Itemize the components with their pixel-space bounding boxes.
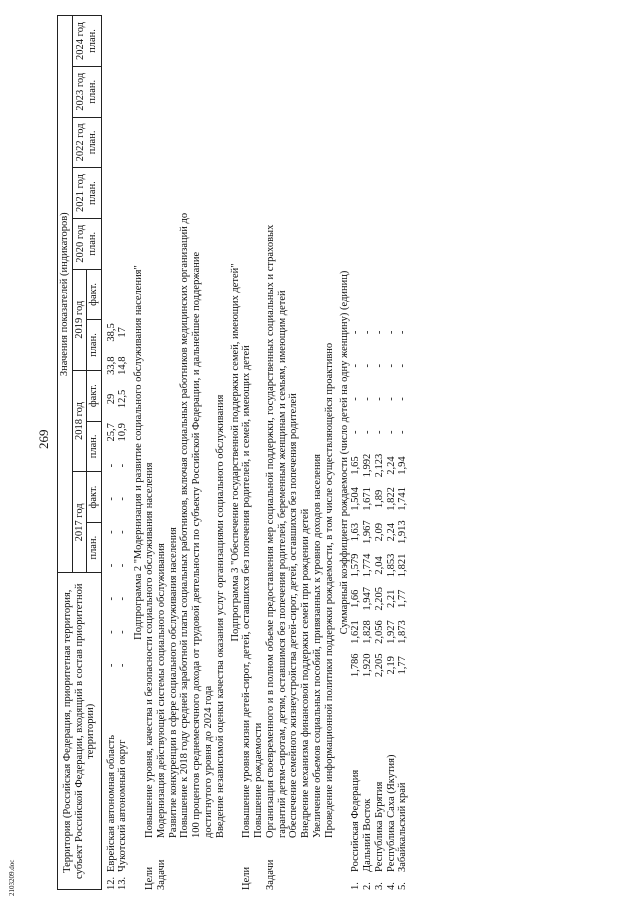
- goals-label: Цели: [241, 866, 253, 890]
- value-cell: 1,66: [350, 589, 362, 608]
- text-line: Внедрение механизма финансовой поддержки семей при рождении детей: [300, 508, 312, 838]
- value-cell: -: [385, 330, 397, 335]
- program2-goals: [144, 15, 156, 890]
- table-row: [362, 15, 374, 890]
- program3-tasks: [265, 15, 336, 890]
- row-number: 4.: [385, 882, 397, 890]
- fact-label: факт.: [87, 370, 102, 421]
- territory-name: Забайкальский край: [397, 782, 409, 872]
- value-cell: -: [105, 463, 117, 468]
- value-cell: -: [362, 397, 374, 401]
- rows-bottom: [350, 15, 409, 890]
- table-row: [106, 15, 118, 890]
- value-cell: -: [117, 597, 129, 601]
- value-cell: -: [105, 630, 117, 634]
- value-cell: 1,65: [350, 456, 362, 475]
- text-line: Организация своевременного и в полном объеме предоставления мер социальной поддержки, государственных социальных и страховых: [264, 224, 276, 838]
- value-cell: 1,992: [362, 453, 374, 478]
- value-cell: 1,774: [362, 553, 374, 578]
- value-cell: 2,21: [385, 589, 397, 608]
- value-cell: 1,920: [362, 653, 374, 678]
- value-cell: -: [362, 330, 374, 335]
- rotated-page-content: [57, 15, 617, 890]
- plan-label: план.: [87, 320, 102, 371]
- table-row: [386, 15, 398, 890]
- value-cell: 2,056: [373, 620, 385, 644]
- value-cell: 1,741: [397, 487, 409, 511]
- year-2022: 2022 год план.: [72, 117, 101, 168]
- value-cell: -: [105, 563, 117, 568]
- text-line: Повышение уровня, качества и безопасности социального обслуживания населения: [144, 462, 156, 838]
- table-row: [350, 15, 362, 890]
- value-cell: 1,967: [362, 520, 374, 544]
- value-cell: 2,123: [373, 453, 385, 478]
- program3-goals: [241, 15, 265, 890]
- value-cell: 1,579: [350, 553, 362, 578]
- value-cell: 12,5: [117, 389, 129, 409]
- value-cell: 2,24: [385, 456, 397, 475]
- value-cell: 1,621: [350, 620, 362, 644]
- program3-title: Подпрограмма 3 "Обеспечение государственной поддержки семей, имеющих детей": [230, 263, 242, 642]
- program2-title: Подпрограмма 2 "Модернизация и развитие социального обслуживания населения": [133, 265, 145, 640]
- value-cell: 14,8: [117, 356, 129, 375]
- plan-label: план.: [87, 522, 102, 573]
- indicator-table-header: [57, 15, 102, 890]
- tasks-label: Задачи: [155, 859, 167, 890]
- value-cell: -: [105, 497, 117, 501]
- value-cell: 25,7: [105, 423, 117, 442]
- row-number: 13.: [117, 876, 129, 890]
- tasks-label: Задачи: [264, 859, 276, 890]
- row-number: 5.: [397, 882, 409, 890]
- fact-label: факт.: [87, 472, 102, 523]
- text-line: Модернизация действующей системы социального обслуживания: [155, 543, 167, 838]
- value-cell: 1,671: [362, 487, 374, 511]
- value-cell: -: [105, 597, 117, 601]
- value-cell: -: [362, 430, 374, 435]
- text-line: 100 процентов среднемесячного дохода от трудовой деятельности по субъекту Российской Федерации, и дальнейшее поддержание: [191, 251, 203, 838]
- row-number: 1.: [350, 882, 362, 890]
- text-line: Увеличение объемов социальных пособий, привязанных к уровню доходов населения: [311, 453, 323, 838]
- year-2021: 2021 год план.: [72, 168, 101, 219]
- value-cell: -: [362, 363, 374, 368]
- value-cell: 1,77: [397, 589, 409, 608]
- value-cell: 1,504: [350, 487, 362, 511]
- territory-name: Дальний Восток: [362, 798, 374, 872]
- value-cell: 10,9: [117, 423, 129, 442]
- territory-name: Чукотский автономный округ: [117, 739, 129, 872]
- text-line: гарантий детям-сиротам, детям, оставшимся без попечения родителей, беременным женщинам и семьям, имеющим детей: [276, 290, 288, 838]
- value-cell: -: [117, 630, 129, 634]
- value-cell: 1,822: [385, 487, 397, 511]
- text-line: Повышение уровня жизни детей-сирот, детей, оставшихся без попечения родителей, и семей, имеющих детей: [241, 345, 253, 838]
- table-row: [397, 15, 409, 890]
- value-cell: 1,786: [350, 653, 362, 678]
- rows-top: [106, 15, 130, 890]
- text-line: Обеспечение семейного жизнеустройства детей-сирот, детей, оставшихся без попечения родителей: [288, 393, 300, 838]
- value-cell: 38,5: [105, 323, 117, 342]
- value-cell: -: [117, 663, 129, 668]
- territory-name: Республика Бурятия: [373, 781, 385, 872]
- value-cell: -: [105, 530, 117, 534]
- text-line: Введение независимой оценки качества оказания услуг организациями социального обслуживания: [214, 394, 226, 838]
- value-cell: 2,04: [373, 556, 385, 575]
- value-cell: 1,927: [385, 620, 397, 644]
- page-number: 269: [36, 429, 51, 449]
- goals-list: [144, 15, 156, 838]
- territory-name: Еврейская автономная область: [105, 735, 117, 872]
- value-cell: -: [373, 430, 385, 435]
- value-cell: 1,821: [397, 553, 409, 578]
- year-2020: 2020 год план.: [72, 218, 101, 269]
- table-row: [117, 15, 129, 890]
- text-line: Повышение к 2018 году средней заработной платы социальных работников, включая социальных работников медицинских организаций до: [179, 212, 191, 838]
- value-cell: 1,947: [362, 586, 374, 611]
- value-cell: 1,853: [385, 553, 397, 578]
- year-2017: 2017 год: [72, 472, 87, 573]
- table-row: [374, 15, 386, 890]
- value-cell: 1,77: [397, 656, 409, 675]
- year-2023: 2023 год план.: [72, 66, 101, 117]
- value-cell: 1,873: [397, 620, 409, 644]
- value-cell: -: [350, 330, 362, 335]
- goals-label: Цели: [144, 866, 156, 890]
- value-cell: 2,24: [385, 522, 397, 542]
- value-cell: -: [397, 363, 409, 368]
- territory-name: Республика Саха (Якутия): [385, 754, 397, 872]
- value-cell: -: [350, 430, 362, 435]
- value-cell: 1,828: [362, 620, 374, 644]
- indicators-header: Значения показателей (индикаторов): [58, 16, 73, 573]
- value-cell: -: [350, 363, 362, 368]
- territory-name: Российская Федерация: [350, 769, 362, 872]
- territory-header: Территория (Российская Федерация, приоритетная территория, субъект Российской Федерации, входящий в состав приоритетной территории): [58, 573, 102, 890]
- value-cell: 2,205: [373, 653, 385, 678]
- value-cell: 1,63: [350, 522, 362, 542]
- value-cell: 2,205: [373, 586, 385, 611]
- value-cell: -: [105, 663, 117, 668]
- value-cell: 2,19: [385, 656, 397, 675]
- value-cell: -: [397, 430, 409, 435]
- value-cell: 2,09: [373, 522, 385, 542]
- value-cell: -: [397, 397, 409, 401]
- goals-list: [241, 15, 265, 838]
- value-cell: -: [373, 397, 385, 401]
- value-cell: 1,89: [373, 489, 385, 509]
- value-cell: 1,94: [397, 456, 409, 475]
- fact-label: факт.: [87, 269, 102, 320]
- value-cell: -: [385, 363, 397, 368]
- row-number: 3.: [373, 882, 385, 890]
- value-cell: -: [350, 397, 362, 401]
- value-cell: -: [117, 530, 129, 534]
- tasks-list: [265, 15, 336, 838]
- value-cell: 1,913: [397, 520, 409, 544]
- value-cell: -: [117, 497, 129, 501]
- text-line: Повышение рождаемости: [253, 722, 265, 838]
- row-number: 2.: [362, 882, 374, 890]
- year-2019: 2019 год: [72, 269, 87, 370]
- value-cell: -: [385, 397, 397, 401]
- text-line: Проведение информационной политики поддержки рождаемости, в том числе осуществляющейся проактивно: [323, 342, 335, 838]
- value-cell: -: [117, 463, 129, 468]
- indicator-title: Суммарный коэффициент рождаемости (число детей на одну женщину) (единиц): [339, 270, 351, 635]
- row-number: 12.: [105, 876, 117, 890]
- text-line: Развитие конкуренции в сфере социального обслуживания населения: [167, 527, 179, 838]
- year-2018: 2018 год: [72, 370, 87, 471]
- footer-code: 2103209.doc: [8, 859, 16, 896]
- text-line: достигнутого уровня до 2024 года: [202, 685, 214, 838]
- value-cell: -: [397, 330, 409, 335]
- value-cell: -: [373, 330, 385, 335]
- value-cell: -: [373, 363, 385, 368]
- value-cell: -: [117, 563, 129, 568]
- program2-tasks: [156, 15, 227, 890]
- value-cell: 33,8: [105, 356, 117, 375]
- value-cell: 29: [105, 393, 117, 405]
- plan-label: план.: [87, 421, 102, 472]
- year-2024: 2024 год план.: [72, 16, 101, 67]
- value-cell: -: [385, 430, 397, 435]
- tasks-list: [156, 15, 227, 838]
- value-cell: 17: [117, 327, 129, 338]
